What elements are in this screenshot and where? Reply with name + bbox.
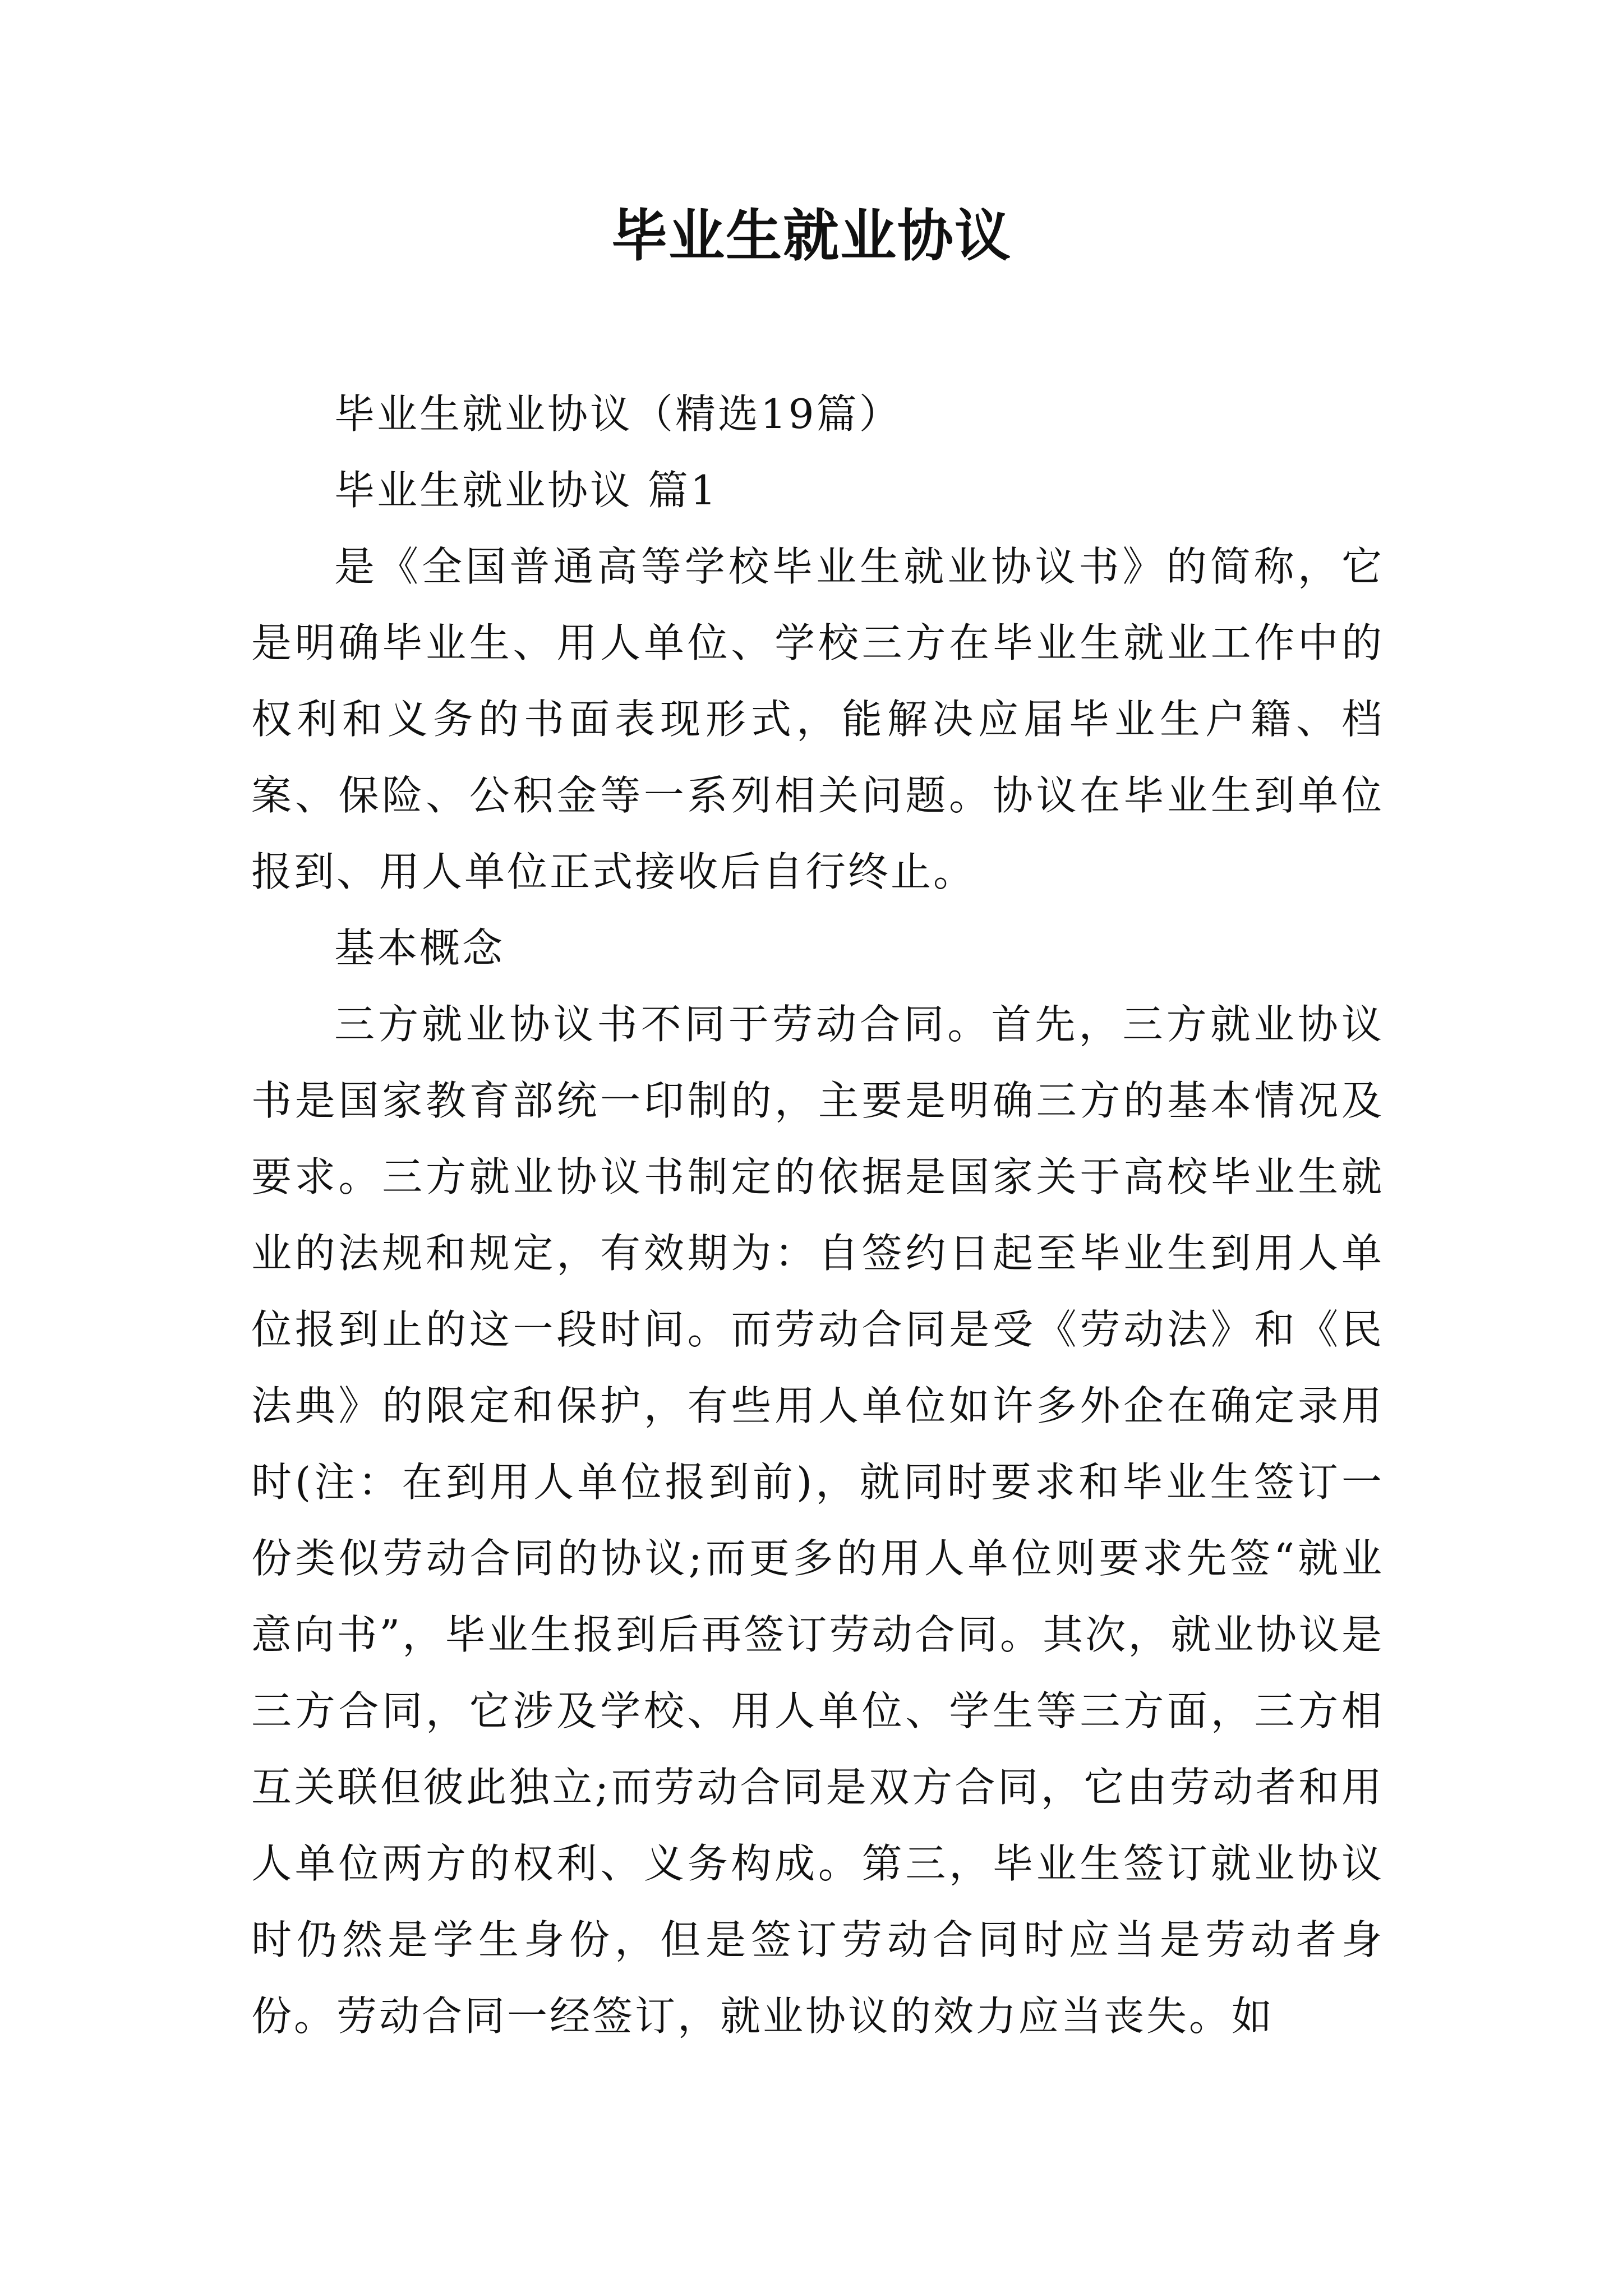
- paragraph-section-heading: 毕业生就业协议 篇1: [334, 467, 718, 514]
- paragraph-subtitle: 毕业生就业协议（精选19篇）: [334, 390, 902, 438]
- document-title: 毕业生就业协议: [611, 203, 1012, 269]
- paragraph-definition: 是《全国普通高等学校毕业生就业协议书》的简称，它是明确毕业生、用人单位、学校三方在毕业生就业工作中的权利和义务的书面表现形式，能解决应届毕业生户籍、档案、保险、公积金等一系列相关问题。协议在毕业生到单位报到、用人单位正式接收后自行终止。: [251, 543, 1384, 895]
- paragraph-basic-concept-heading: 基本概念: [334, 924, 505, 972]
- document-body: [251, 376, 1384, 2054]
- paragraph-comparison: 三方就业协议书不同于劳动合同。首先，三方就业协议书是国家教育部统一印制的，主要是明确三方的基本情况及要求。三方就业协议书制定的依据是国家关于高校毕业生就业的法规和规定，有效期为：自签约日起至毕业生到用人单位报到止的这一段时间。而劳动合同是受《劳动法》和《民法典》的限定和保护，有些用人单位如许多外企在确定录用时(注：在到用人单位报到前)，就同时要求和毕业生签订一份类似劳动合同的协议;而更多的用人单位则要求先签“就业意向书”，毕业生报到后再签订劳动合同。其次，就业协议是三方合同，它涉及学校、用人单位、学生等三方面，三方相互关联但彼此独立;而劳动合同是双方合同，它由劳动者和用人单位两方的权利、义务构成。第三，毕业生签订就业协议时仍然是学生身份，但是签订劳动合同时应当是劳动者身份。劳动合同一经签订，就业协议的效力应当丧失。如: [251, 1001, 1384, 2040]
